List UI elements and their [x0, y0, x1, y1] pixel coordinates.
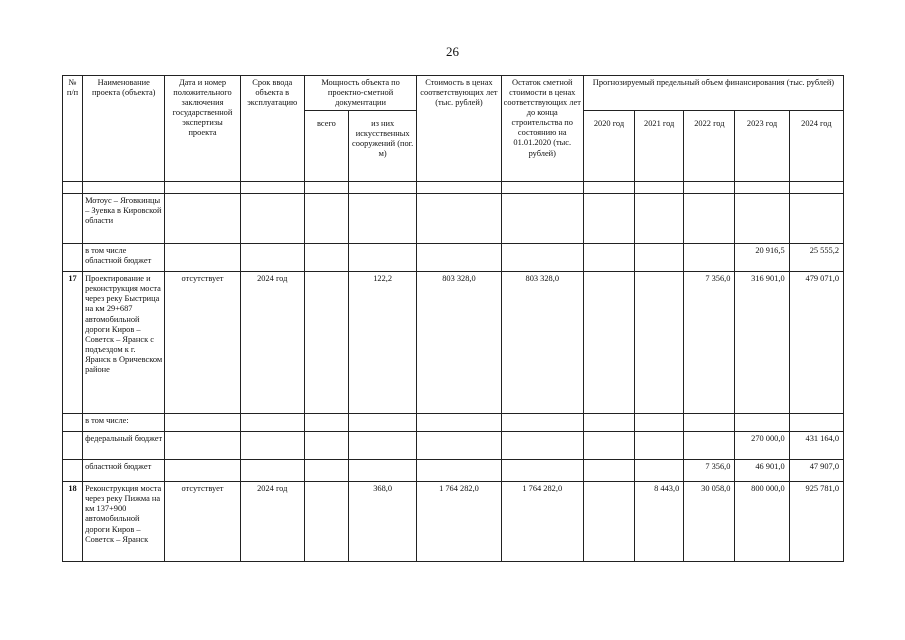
cell-name: Мотоус – Яговкинцы – Зуевка в Кировской области [83, 194, 165, 244]
cell-num [63, 432, 83, 460]
cell-cost [417, 194, 501, 244]
cell-artificial [349, 244, 417, 272]
cell-cost [417, 244, 501, 272]
cell-y2021 [635, 414, 684, 432]
cell-y2022: 30 058,0 [684, 482, 735, 562]
cell-name: областной бюджет [83, 460, 165, 482]
table-row [63, 272, 844, 414]
cell-cost [417, 432, 501, 460]
cell-term [240, 182, 304, 194]
cell-remaining [501, 414, 583, 432]
cell-cost [417, 414, 501, 432]
cell-y2024 [789, 182, 843, 194]
table-row [63, 194, 844, 244]
cell-y2021 [635, 244, 684, 272]
cell-artificial [349, 432, 417, 460]
cell-cost [417, 460, 501, 482]
table-row [63, 182, 844, 194]
cell-y2021 [635, 194, 684, 244]
cell-y2023 [735, 414, 789, 432]
cell-y2021 [635, 182, 684, 194]
cell-y2023: 800 000,0 [735, 482, 789, 562]
cell-num [63, 414, 83, 432]
cell-y2020 [583, 244, 634, 272]
cell-expertise [165, 194, 240, 244]
cell-y2020 [583, 482, 634, 562]
cell-remaining [501, 432, 583, 460]
header-remaining: Остаток сметной стоимости в ценах соответствующих лет до конца строительства по состоянию на 01.01.2020 (тыс. рублей) [501, 76, 583, 182]
cell-total [304, 272, 348, 414]
header-year-2024: 2024 год [789, 111, 843, 182]
cell-total [304, 244, 348, 272]
cell-total [304, 432, 348, 460]
header-forecast: Прогнозируемый предельный объем финансирования (тыс. рублей) [583, 76, 843, 111]
cell-y2020 [583, 182, 634, 194]
cell-y2022: 7 356,0 [684, 272, 735, 414]
cell-expertise: отсутствует [165, 482, 240, 562]
cell-remaining [501, 194, 583, 244]
cell-total [304, 414, 348, 432]
cell-y2022 [684, 432, 735, 460]
cell-remaining: 803 328,0 [501, 272, 583, 414]
cell-y2021 [635, 460, 684, 482]
cell-y2021 [635, 272, 684, 414]
cell-y2024 [789, 414, 843, 432]
cell-y2021: 8 443,0 [635, 482, 684, 562]
cell-num: 17 [63, 272, 83, 414]
cell-name: в том числе: [83, 414, 165, 432]
cell-term [240, 194, 304, 244]
cell-cost: 1 764 282,0 [417, 482, 501, 562]
cell-num [63, 182, 83, 194]
cell-remaining [501, 244, 583, 272]
header-year-2020: 2020 год [583, 111, 634, 182]
page-number: 26 [446, 44, 459, 59]
cell-y2020 [583, 432, 634, 460]
cell-y2022 [684, 194, 735, 244]
cell-name [83, 182, 165, 194]
cell-y2024 [789, 194, 843, 244]
cell-artificial: 368,0 [349, 482, 417, 562]
cell-y2024: 431 164,0 [789, 432, 843, 460]
table-row [63, 414, 844, 432]
cell-artificial [349, 460, 417, 482]
cell-remaining: 1 764 282,0 [501, 482, 583, 562]
cell-total [304, 194, 348, 244]
header-expertise: Дата и номер положительного заключения государственной экспертизы проекта [165, 76, 240, 182]
cell-y2024: 925 781,0 [789, 482, 843, 562]
cell-y2022: 7 356,0 [684, 460, 735, 482]
cell-term [240, 460, 304, 482]
table-row [63, 244, 844, 272]
cell-artificial [349, 414, 417, 432]
cell-num [63, 194, 83, 244]
cell-y2023: 20 916,5 [735, 244, 789, 272]
cell-expertise [165, 414, 240, 432]
cell-term: 2024 год [240, 482, 304, 562]
cell-y2024: 47 907,0 [789, 460, 843, 482]
header-capacity-artificial: из них искусственных сооружений (пог. м) [349, 111, 417, 182]
cell-y2023: 316 901,0 [735, 272, 789, 414]
cell-name: Реконструкция моста через реку Пижма на км 137+900 автомобильной дороги Киров – Советск – Яранск [83, 482, 165, 562]
cell-term: 2024 год [240, 272, 304, 414]
cell-remaining [501, 182, 583, 194]
cell-y2022 [684, 414, 735, 432]
header-capacity: Мощность объекта по проектно-сметной документации [304, 76, 416, 111]
header-num: № п/п [63, 76, 83, 182]
cell-expertise [165, 432, 240, 460]
cell-y2024: 25 555,2 [789, 244, 843, 272]
cell-y2023 [735, 182, 789, 194]
cell-expertise [165, 460, 240, 482]
header-cost: Стоимость в ценах соответствующих лет (тыс. рублей) [417, 76, 501, 182]
cell-expertise [165, 244, 240, 272]
cell-num: 18 [63, 482, 83, 562]
cell-y2020 [583, 272, 634, 414]
cell-remaining [501, 460, 583, 482]
cell-y2020 [583, 460, 634, 482]
cell-expertise [165, 182, 240, 194]
cell-name: федеральный бюджет [83, 432, 165, 460]
cell-y2023: 270 000,0 [735, 432, 789, 460]
cell-total [304, 182, 348, 194]
header-year-2022: 2022 год [684, 111, 735, 182]
header-commissioning: Срок ввода объекта в эксплуатацию [240, 76, 304, 182]
cell-y2022 [684, 244, 735, 272]
cell-y2022 [684, 182, 735, 194]
cell-name: в том числе областной бюджет [83, 244, 165, 272]
table-row [63, 432, 844, 460]
cell-cost: 803 328,0 [417, 272, 501, 414]
table-row [63, 482, 844, 562]
header-year-2021: 2021 год [635, 111, 684, 182]
cell-total [304, 482, 348, 562]
cell-term [240, 432, 304, 460]
cell-y2023: 46 901,0 [735, 460, 789, 482]
cell-y2020 [583, 414, 634, 432]
header-capacity-total: всего [304, 111, 348, 182]
cell-num [63, 460, 83, 482]
cell-y2021 [635, 432, 684, 460]
cell-y2024: 479 071,0 [789, 272, 843, 414]
table-row [63, 460, 844, 482]
cell-num [63, 244, 83, 272]
cell-term [240, 414, 304, 432]
cell-artificial [349, 182, 417, 194]
cell-artificial: 122,2 [349, 272, 417, 414]
cell-y2023 [735, 194, 789, 244]
cell-total [304, 460, 348, 482]
cell-expertise: отсутствует [165, 272, 240, 414]
header-name: Наименование проекта (объекта) [83, 76, 165, 182]
financing-table [62, 75, 844, 562]
cell-name: Проектирование и реконструкция моста через реку Быстрица на км 29+687 автомобильной дороги Киров – Советск – Яранск с подъездом к г. Яранск в Оричевском районе [83, 272, 165, 414]
header-year-2023: 2023 год [735, 111, 789, 182]
cell-y2020 [583, 194, 634, 244]
cell-artificial [349, 194, 417, 244]
cell-term [240, 244, 304, 272]
cell-cost [417, 182, 501, 194]
